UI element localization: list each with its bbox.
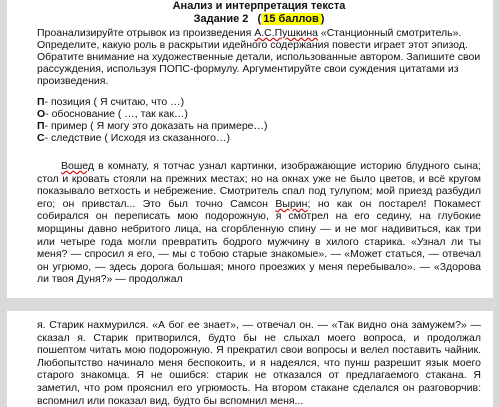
passage-word-vyrin: Вырин bbox=[275, 197, 308, 210]
passage-text-2: ; но как он постарел! Покамест собирался он переписать мою подорожную, я смотрел на его седину, на глубокие морщины давно небритого лица, на сгорбленную спину — и не мог надивиться, как три или четыре года могли превратить бодрого мужчину в хилого старика. «Узнал ли ты меня? — спросил я его, — мы с тобою старые знакомые». — «Может статься, — отвечал он угрюмо, — здесь дорога большая; много проезжих у меня перебывало». — «Здорова ли твоя Дуня?» — продолжал bbox=[37, 197, 481, 286]
popc-row-position bbox=[37, 96, 481, 108]
task-text bbox=[37, 27, 481, 87]
popc-row-consequence bbox=[37, 132, 481, 144]
passage-text-1: в комнату, я тотчас узнал картинки, изображающие историю блудного сына; стол и кровать стояли на прежних местах; но на окнах уже не было цветов, и всё кругом показывало ветхость и небрежение. Смотритель спал под тулупом; мой приезд разбудил его; он привстал... Это был точно Самсон bbox=[37, 160, 481, 210]
points-badge: 15 баллов bbox=[263, 13, 319, 25]
literary-passage bbox=[37, 160, 481, 286]
popc-row-example bbox=[37, 120, 481, 132]
popc-letter: П bbox=[37, 96, 45, 108]
task-heading: Задание 2 ( 15 баллов ) bbox=[193, 13, 325, 25]
page-title: Анализ и интерпретация текста bbox=[172, 0, 346, 12]
passage-word-voshed: Вошед bbox=[61, 160, 95, 172]
task-text-part2: «Станционный смотритель». Определите, какую роль в раскрытии идейного содержания повести играет этот эпизод. Обратите внимание на художественные детали, использованные автором. Запишите свои рассуждения, используя ПОПС-формулу. Аргументируйте свои суждения цитатами из произведения. bbox=[37, 27, 481, 87]
author-name: А.С.Пушкина bbox=[254, 27, 318, 39]
popc-text: - позиция ( Я считаю, что …) bbox=[44, 96, 185, 108]
popc-text: - обоснование ( …, так как…) bbox=[45, 108, 188, 120]
popc-letter: С bbox=[37, 132, 45, 144]
task-text-part1: Проанализируйте отрывок из произведения bbox=[37, 27, 255, 39]
popc-text: - следствие ( Исходя из сказанного…) bbox=[44, 132, 230, 144]
popc-formula bbox=[37, 96, 481, 144]
document-page-2 bbox=[7, 311, 493, 407]
document-page-1 bbox=[7, 0, 493, 298]
popc-letter: О bbox=[37, 108, 46, 120]
popc-text: - пример ( Я могу это доказать на примере…) bbox=[44, 120, 268, 132]
task-label: Задание 2 bbox=[193, 13, 249, 25]
popc-letter: П bbox=[37, 120, 45, 132]
popc-row-reasoning bbox=[37, 108, 481, 120]
literary-passage-continued: я. Старик нахмурился. «А бог ее знает», — отвечал он. — «Так видно она замужем?» — сказал я. Старик притворился, будто бы не слыхал моего вопроса, и продолжал пошептом читать мою подорожную. Я прекратил свои вопросы и велел поставить чайник. Любопытство начинало меня беспокоить, и я надеялся, что пунш разрешит язык моего старого знакомца. Я не ошибся: старик не отказался от предлагаемого стакана. Я заметил, что ром прояснил его угрюмость. На втором стакане сделался он разговорчив: вспомнил или показал вид, будто бы вспомнил меня... bbox=[37, 319, 481, 407]
